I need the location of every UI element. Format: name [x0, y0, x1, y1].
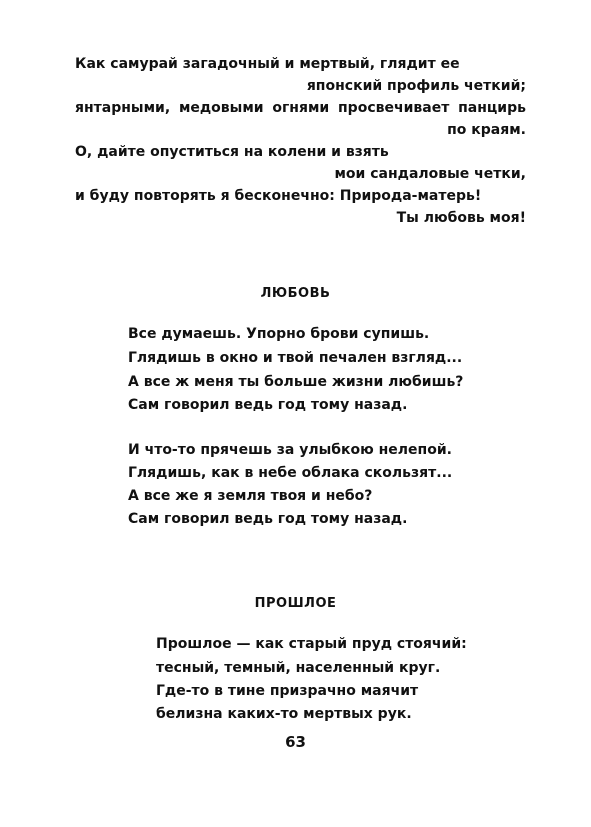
poem1-line-8: Ты любовь моя! — [396, 210, 526, 226]
poem2-stanza1-line: Сам говорил ведь год тому назад. — [128, 397, 408, 413]
poem2-stanza2-line: Глядишь, как в небе облака скользят... — [128, 465, 453, 481]
poem2-stanza2-line: Сам говорил ведь год тому назад. — [128, 511, 408, 527]
poem1-line-5: О, дайте опуститься на колени и взять — [75, 144, 389, 160]
page-number: 63 — [285, 733, 306, 751]
poem3-title: ПРОШЛОЕ — [254, 596, 337, 611]
poem1-line-3-word: просвечивает — [338, 100, 450, 116]
poem3-line: тесный, темный, населенный круг. — [156, 660, 441, 676]
poem2-stanza1-line: Глядишь в окно и твой печален взгляд... — [128, 350, 463, 366]
poem2-stanza2-line: И что-то прячешь за улыбкою нелепой. — [128, 442, 452, 458]
poem2-stanza2-line: А все же я земля твоя и небо? — [128, 488, 373, 504]
poem1-line-2: японский профиль четкий; — [306, 78, 526, 94]
poem2-stanza1-line: Все думаешь. Упорно брови супишь. — [128, 326, 430, 342]
poem3-line: Где-то в тине призрачно маячит — [156, 683, 419, 699]
poem1-line-4: по краям. — [447, 122, 526, 138]
poem3-line: Прошлое — как старый пруд стоячий: — [156, 636, 467, 652]
poem1-line-7: и буду повторять я бесконечно: Природа-матерь! — [75, 188, 482, 204]
poem1-line-6: мои сандаловые четки, — [334, 166, 526, 182]
poem1-line-3 — [75, 99, 526, 117]
poem2-stanza1-line: А все ж меня ты больше жизни любишь? — [128, 374, 464, 390]
poem1-line-3-word: огнями — [272, 100, 330, 116]
poem2-title: ЛЮБОВЬ — [260, 286, 331, 301]
poem1-line-3-word: медовыми — [178, 100, 264, 116]
poem1-line-3-word: панцирь — [458, 100, 526, 116]
poem3-line: белизна каких-то мертвых рук. — [156, 706, 412, 722]
poem1-line-1: Как самурай загадочный и мертвый, глядит ее — [75, 56, 460, 72]
poem1-line-3-word: янтарными, — [75, 100, 171, 116]
